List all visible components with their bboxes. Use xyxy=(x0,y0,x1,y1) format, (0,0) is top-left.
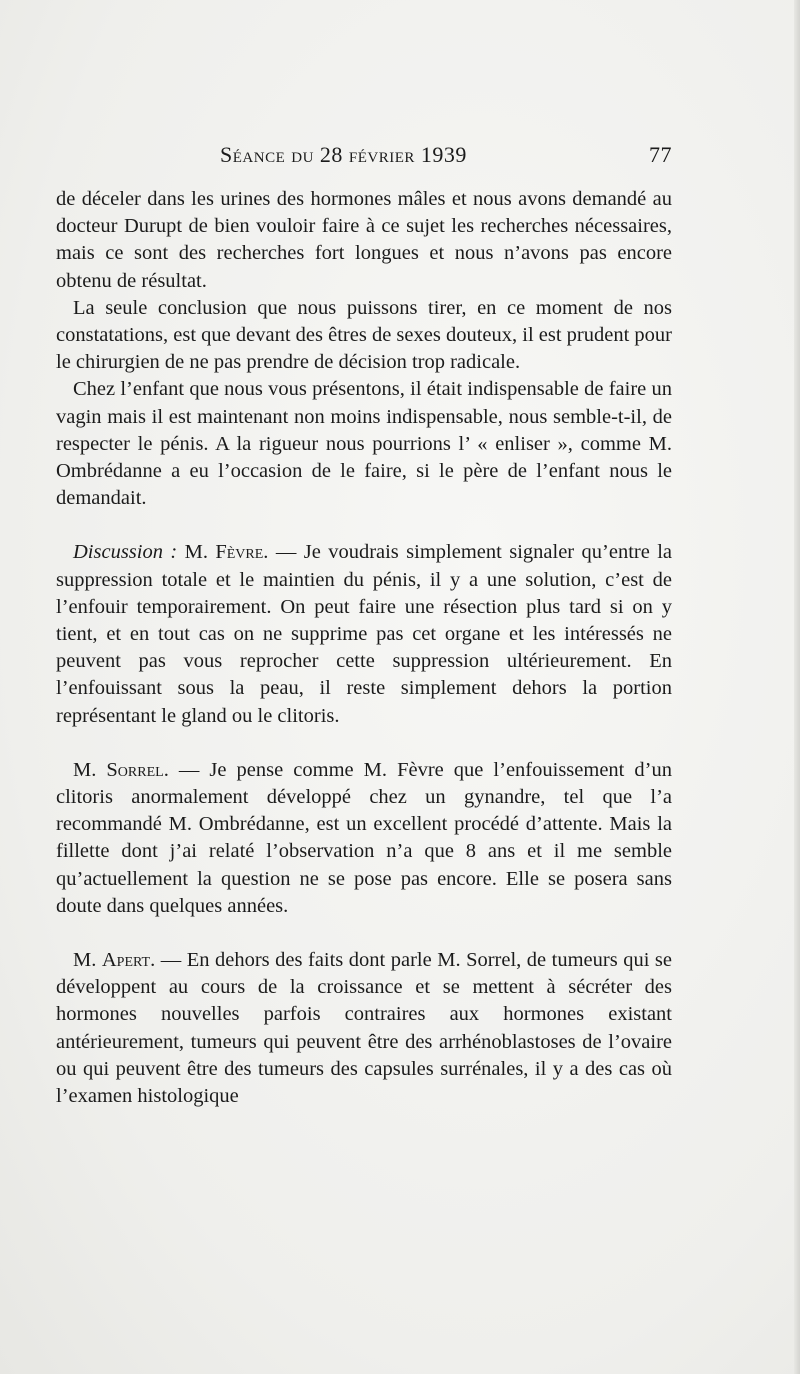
discussion-text-sorrel: — Je pense comme M. Fèvre que l’enfouissement d’un clitoris anormalement développé chez un gynandre, tel que l’a recommandé M. Ombrédanne, est un excellent procédé d’attente. Mais la fillette dont j’ai relaté l’observation n’a que 8 ans et il me semble qu’actuellement la question ne se pose pas encore. Elle se posera sans doute dans quelques années. xyxy=(56,758,672,917)
body-text xyxy=(56,186,672,1110)
speaker-name-fevre: Fèvre. xyxy=(215,541,269,564)
paragraph-conclusion: La seule conclusion que nous puissons tirer, en ce moment de nos constatations, est que devant des êtres de sexes douteux, il est prudent pour le chirurgien de ne pas prendre de décision trop radicale. xyxy=(56,296,672,374)
running-head: Séance du 28 février 1939 xyxy=(220,142,467,167)
paragraph-discussion-sorrel xyxy=(56,757,672,920)
discussion-text-apert: — En dehors des faits dont parle M. Sorrel, de tumeurs qui se développent au cours de la croissance et se mettent à sécréter des hormones nouvelles parfois contraires aux hormones existant antérieurement, tumeurs qui peuvent être des arrhénoblastoses de l’ovaire ou qui peuvent être des tumeurs des capsules surrénales, il y a des cas où l’examen histologique xyxy=(56,949,672,1108)
paragraph-continuation: de déceler dans les urines des hormones mâles et nous avons demandé au docteur Durupt de bien vouloir faire à ce sujet les recherches nécessaires, mais ce sont des recherches fort longues et nous n’avons pas encore obtenu de résultat. xyxy=(56,188,672,292)
paragraph-case: Chez l’enfant que nous vous présentons, il était indispensable de faire un vagin mais il est maintenant non moins indispensable, nous semble-t-il, de respecter le pénis. A la rigueur nous pourrions l’ « enliser », comme M. Ombrédanne a eu l’occasion de le faire, si le père de l’enfant nous le demandait. xyxy=(56,378,672,510)
paragraph-discussion-fevre xyxy=(56,539,672,729)
discussion-label: Discussion : xyxy=(73,541,178,564)
paragraph-discussion-apert xyxy=(56,947,672,1110)
page-number: 77 xyxy=(649,142,672,167)
speaker-prefix: M. xyxy=(73,758,107,781)
discussion-text-fevre: — Je voudrais simplement signaler qu’entre la suppression totale et le maintien du pénis, il y a une solution, c’est de l’enfouir temporairement. On peut faire une résection plus tard si on y tient, et en tout cas on ne supprime pas cet organe et les intéressés ne peuvent pas vous reprocher cette suppression ultérieurement. En l’enfouissant sous la peau, il reste simplement dehors la portion représentant le gland ou le clitoris. xyxy=(56,541,672,727)
page-header xyxy=(56,142,672,172)
speaker-name-apert: Apert. xyxy=(101,949,156,972)
speaker-prefix: M. xyxy=(184,541,216,564)
speaker-prefix: M. xyxy=(73,949,102,972)
page-edge xyxy=(794,0,800,1374)
speaker-name-sorrel: Sorrel. xyxy=(106,758,169,781)
